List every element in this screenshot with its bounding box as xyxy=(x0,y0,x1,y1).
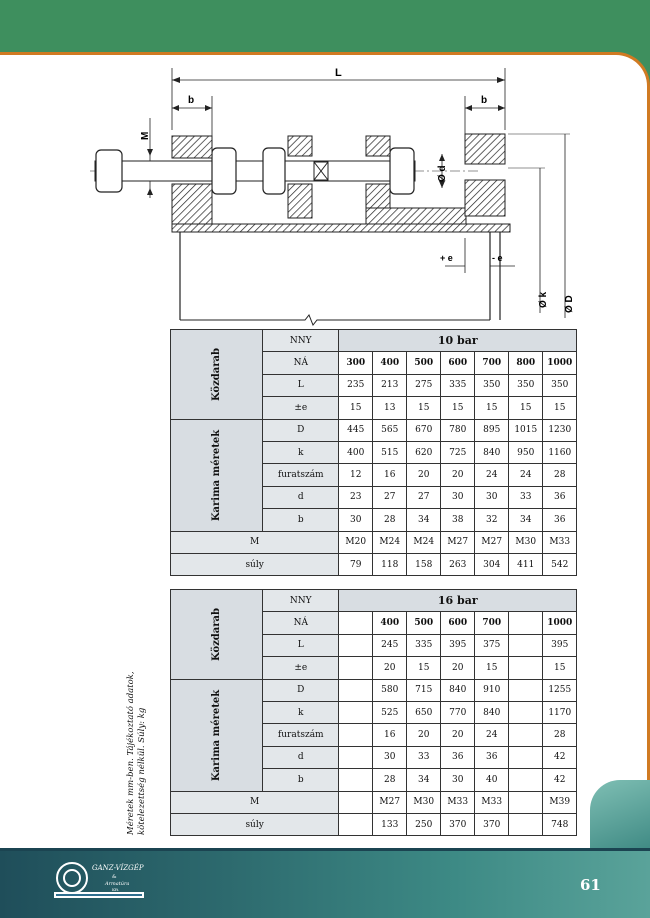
logo-amp: & xyxy=(112,874,117,880)
label-D: Ø D xyxy=(564,295,575,313)
label-b-right: b xyxy=(481,95,488,106)
group-karima: Karima méretek xyxy=(171,679,263,791)
table-row: b 28 34 30 40 42 xyxy=(171,769,577,791)
table-row: furatszám 16 20 20 24 28 xyxy=(171,724,577,746)
table-row: ±e 20 15 20 15 15 xyxy=(171,657,577,679)
table-row: L 235 213 275 335 350 350 350 xyxy=(171,374,577,396)
side-note xyxy=(126,671,148,835)
table-row: k 400 515 620 725 840 950 1160 xyxy=(171,441,577,463)
dimension-d xyxy=(437,154,448,188)
label-d: Ø d xyxy=(437,165,448,182)
table-row: furatszám 12 16 20 20 24 24 28 xyxy=(171,464,577,486)
table-row: NÁ 300 400 500 600 700 800 1000 xyxy=(171,352,577,374)
logo-code: Kft. xyxy=(112,887,120,892)
label-M: M xyxy=(140,131,151,140)
dimension-M xyxy=(140,118,153,198)
table-row: b 30 28 34 38 32 34 36 xyxy=(171,509,577,531)
side-note-line2: kötelezettség nélkül. Súly: kg xyxy=(137,707,147,835)
table-row: NÁ 400 500 600 700 1000 xyxy=(171,612,577,634)
dimension-b-left xyxy=(172,95,212,136)
table-row: k 525 650 770 840 1170 xyxy=(171,701,577,723)
table-row: d 23 27 27 30 30 33 36 xyxy=(171,486,577,508)
label-b-left: b xyxy=(188,95,195,106)
company-logo xyxy=(50,856,150,906)
label-plus-e: + e xyxy=(440,253,453,263)
dimension-L xyxy=(172,67,505,130)
table-row: Karima méretek D 580 715 840 910 1255 xyxy=(171,679,577,701)
page-number: 61 xyxy=(580,876,601,894)
nny-label: NNY xyxy=(263,590,339,612)
group-karima: Karima méretek xyxy=(171,419,263,531)
table-row: ±e 15 13 15 15 15 15 15 xyxy=(171,397,577,419)
technical-drawing xyxy=(60,58,620,328)
table-row: L 245 335 395 375 395 xyxy=(171,634,577,656)
group-kozdarab: Közdarab xyxy=(171,590,263,680)
table-row: súly 133 250 370 370 748 xyxy=(171,813,577,835)
table-row: M M20 M24 M24 M27 M27 M30 M33 xyxy=(171,531,577,553)
label-k: Ø k xyxy=(538,291,549,308)
group-kozdarab: Közdarab xyxy=(171,330,263,420)
dimension-b-right xyxy=(465,95,505,136)
table-row: súly 79 118 158 263 304 411 542 xyxy=(171,553,577,575)
table-row: Karima méretek D 445 565 670 780 895 1015 1230 xyxy=(171,419,577,441)
table-row: M M27 M30 M33 M33 M39 xyxy=(171,791,577,813)
dimension-e xyxy=(440,238,515,273)
table-title: 16 bar xyxy=(339,590,577,612)
side-note-line1: Méretek mm-ben. Tájékoztató adatok, xyxy=(126,671,136,835)
logo-brand: GANZ-VÍZGÉP xyxy=(92,864,144,872)
table-title: 10 bar xyxy=(339,330,577,352)
table-16-bar xyxy=(170,589,577,836)
table-10-bar xyxy=(170,329,577,576)
logo-sub: Armatúra xyxy=(105,881,130,887)
dimension-D xyxy=(508,134,575,318)
nny-label: NNY xyxy=(263,330,339,352)
dimension-k xyxy=(508,168,549,313)
label-minus-e: - e xyxy=(492,253,503,263)
table-row: d 30 33 36 36 42 xyxy=(171,746,577,768)
label-L: L xyxy=(335,67,342,79)
water-decoration xyxy=(590,780,650,850)
